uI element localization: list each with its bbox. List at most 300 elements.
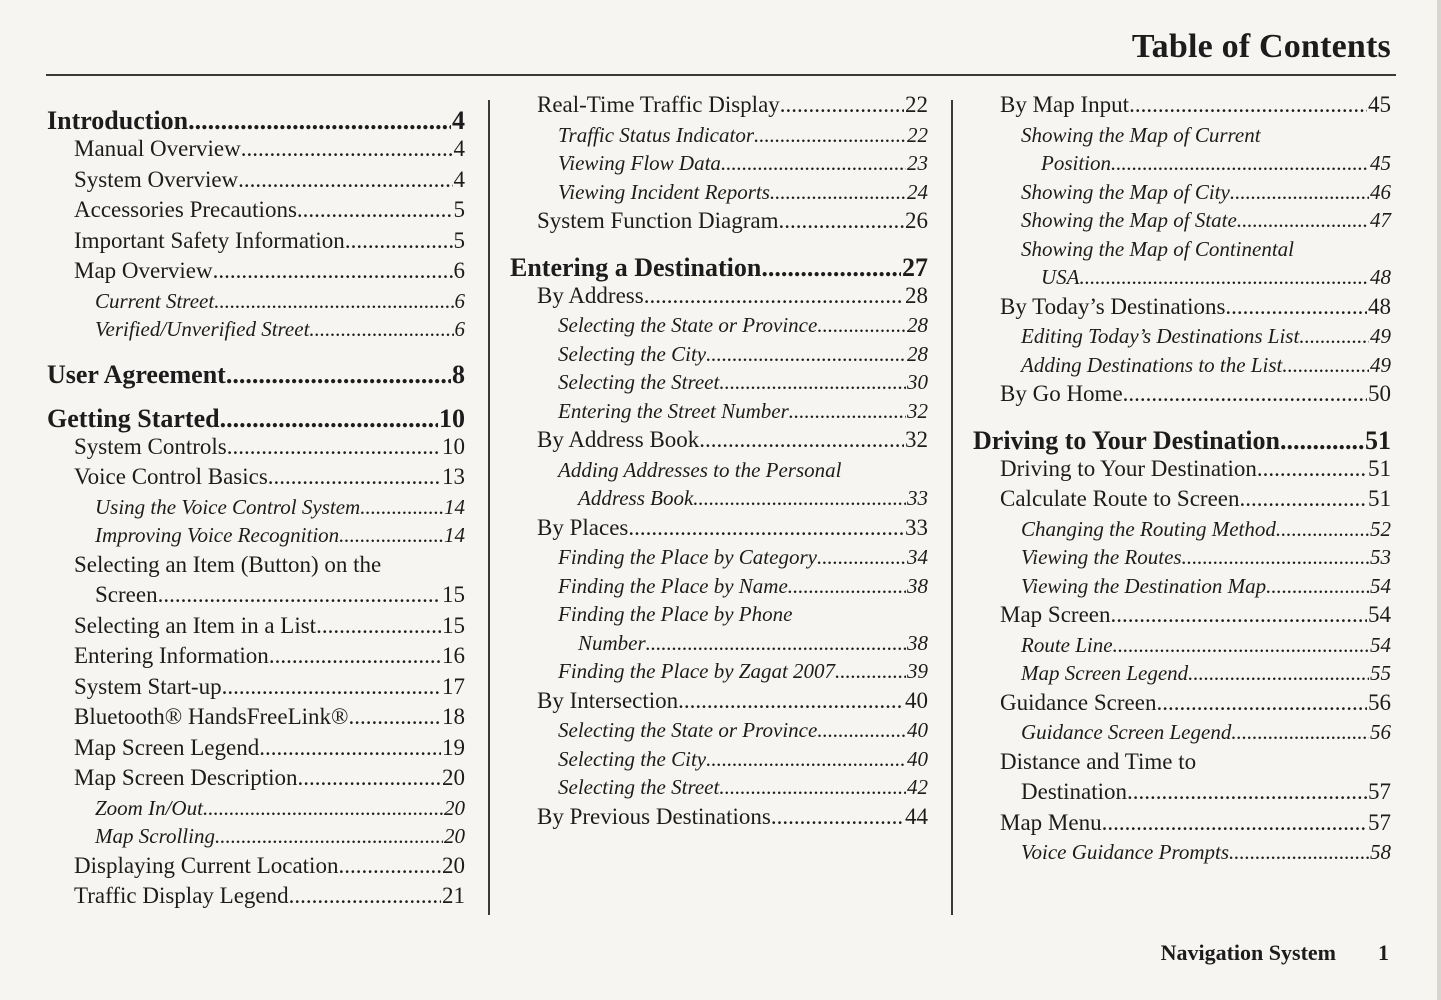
leader-dots	[706, 747, 906, 772]
column-divider	[488, 100, 490, 915]
toc-entry-label: Driving to Your Destination	[973, 425, 1280, 455]
leader-dots	[269, 643, 441, 669]
toc-page-number: 28	[905, 282, 928, 308]
toc-entry[interactable]	[47, 495, 465, 524]
leader-dots	[213, 258, 453, 284]
leader-dots	[1225, 294, 1367, 320]
toc-page-number: 58	[1370, 840, 1391, 864]
toc-page-number: 52	[1370, 516, 1391, 541]
toc-entry[interactable]	[973, 180, 1391, 209]
toc-section-heading[interactable]	[973, 412, 1391, 456]
toc-entry-label: Calculate Route to Screen	[1000, 486, 1240, 511]
toc-entry-label: Changing the Routing Method	[1021, 516, 1276, 541]
toc-entry-label: Map Screen Legend	[74, 734, 260, 760]
toc-entry[interactable]	[973, 517, 1391, 546]
leader-dots	[226, 360, 451, 390]
toc-page-number: 18	[442, 704, 465, 729]
leader-dots	[309, 317, 453, 342]
toc-entry[interactable]	[973, 810, 1391, 841]
toc-entry-label: Position	[1041, 151, 1112, 175]
toc-page-number: 17	[442, 673, 465, 699]
toc-page-number: 53	[1370, 545, 1391, 569]
toc-entry-label: Viewing Incident Reports	[558, 179, 770, 204]
toc-entry[interactable]	[510, 123, 928, 152]
toc-page-number: 56	[1370, 720, 1391, 744]
toc-entry[interactable]	[973, 208, 1391, 237]
toc-entry-label-line: Finding the Place by Phone	[558, 602, 793, 626]
leader-dots	[1188, 661, 1369, 686]
toc-page-number: 13	[442, 464, 465, 489]
toc-entry-label: By Map Input	[1000, 92, 1130, 117]
toc-entry-label: Traffic Display Legend	[74, 883, 289, 908]
leader-dots	[1276, 517, 1369, 542]
toc-entry-label-line: Showing the Map of Continental	[1021, 236, 1294, 261]
toc-entry-label: Entering the Street Number	[558, 398, 789, 423]
toc-page-number: 5	[453, 227, 465, 253]
toc-entry-label: By Previous Destinations	[537, 803, 771, 829]
toc-page-number: 14	[444, 523, 465, 547]
toc-page-number: 26	[905, 208, 928, 233]
toc-entry[interactable]	[973, 353, 1391, 382]
toc-entry[interactable]	[973, 602, 1391, 633]
header-rule	[46, 74, 1396, 76]
leader-dots	[817, 545, 906, 570]
leader-dots	[1127, 779, 1367, 805]
toc-entry-label: Map Scrolling	[95, 824, 215, 848]
toc-entry-label: Current Street	[95, 288, 215, 313]
toc-entry[interactable]	[973, 574, 1391, 603]
toc-entry-label: Traffic Status Indicator	[558, 122, 755, 147]
toc-page-number: 8	[452, 359, 465, 389]
leader-dots	[1229, 840, 1369, 865]
toc-entry[interactable]	[47, 796, 465, 825]
toc-entry-label-line: Selecting an Item (Button) on the	[74, 551, 382, 577]
leader-dots	[1123, 381, 1367, 407]
toc-entry-label: Showing the Map of State	[1021, 208, 1237, 232]
toc-entry[interactable]	[47, 704, 465, 735]
toc-entry[interactable]	[510, 427, 928, 458]
toc-entry-label: Entering a Destination	[510, 252, 762, 282]
leader-dots	[227, 434, 441, 460]
leader-dots	[693, 486, 906, 511]
toc-page-number: 22	[907, 122, 928, 147]
leader-dots	[1129, 92, 1367, 118]
leader-dots	[771, 804, 904, 830]
toc-entry[interactable]	[510, 747, 928, 776]
leader-dots	[778, 208, 904, 234]
toc-page-number: 45	[1370, 151, 1391, 175]
toc-entry-label: Selecting an Item in a List	[74, 612, 317, 638]
toc-entry-label: Map Screen Description	[74, 765, 298, 790]
toc-entry[interactable]	[47, 167, 465, 198]
toc-page-number: 19	[442, 734, 465, 760]
toc-page-number: 38	[907, 573, 928, 598]
leader-dots	[338, 853, 441, 879]
toc-entry[interactable]	[47, 136, 465, 167]
toc-entry[interactable]	[973, 720, 1391, 749]
leader-dots	[1102, 810, 1367, 836]
toc-entry[interactable]	[47, 289, 465, 318]
toc-entry-label: System Controls	[74, 433, 227, 459]
toc-entry-label: Using the Voice Control System	[95, 494, 361, 519]
toc-page-number: 34	[907, 545, 928, 569]
toc-entry[interactable]	[510, 208, 928, 239]
toc-entry[interactable]	[47, 434, 465, 465]
leader-dots	[158, 582, 441, 608]
toc-entry[interactable]	[973, 545, 1391, 574]
toc-page-number: 32	[905, 427, 928, 452]
toc-entry[interactable]	[973, 324, 1391, 353]
footer-page-number: 1	[1378, 940, 1389, 965]
toc-page-number: 45	[1368, 92, 1391, 117]
toc-page-number: 51	[1365, 425, 1391, 455]
toc-entry-label: Zoom In/Out	[95, 795, 203, 820]
toc-page-number: 56	[1368, 689, 1391, 715]
leader-dots	[268, 464, 441, 490]
toc-page-number: 50	[1368, 381, 1391, 406]
leader-dots	[220, 404, 438, 434]
leader-dots	[1266, 574, 1369, 599]
toc-entry-label: Showing the Map of City	[1021, 179, 1230, 204]
toc-section-heading[interactable]	[510, 239, 928, 283]
leader-dots	[817, 718, 906, 743]
toc-entry-label: System Overview	[74, 166, 239, 192]
toc-entry[interactable]	[973, 265, 1391, 294]
toc-page-number: 32	[907, 398, 928, 423]
toc-entry[interactable]	[973, 294, 1391, 325]
toc-entry[interactable]	[47, 258, 465, 289]
footer-section-title: Navigation System	[1160, 940, 1336, 965]
toc-page-number: 30	[907, 370, 928, 394]
toc-entry[interactable]	[510, 631, 928, 660]
toc-entry-label-line: Distance and Time to	[1000, 748, 1197, 774]
toc-entry-label: Route Line	[1021, 632, 1113, 657]
toc-entry[interactable]	[510, 775, 928, 804]
toc-entry[interactable]	[973, 381, 1391, 412]
toc-entry[interactable]	[510, 151, 928, 180]
toc-column-2	[510, 92, 928, 834]
leader-dots	[761, 253, 901, 283]
toc-entry-label: Selecting the State or Province	[558, 313, 818, 337]
toc-entry[interactable]	[510, 515, 928, 546]
toc-entry-label: Selecting the Street	[558, 775, 720, 799]
toc-entry[interactable]	[47, 228, 465, 259]
leader-dots	[835, 659, 906, 684]
toc-entry-label: By Address Book	[537, 427, 700, 452]
leader-dots	[719, 370, 906, 395]
leader-dots	[706, 342, 906, 367]
leader-dots	[289, 883, 441, 909]
toc-page-number: 39	[907, 659, 928, 683]
toc-entry-label: Finding the Place by Name	[558, 573, 788, 598]
leader-dots	[1257, 456, 1367, 482]
toc-page-number: 49	[1370, 352, 1391, 377]
toc-page-number: 48	[1370, 265, 1391, 289]
leader-dots	[215, 824, 443, 849]
toc-entry-label: Viewing Flow Data	[558, 151, 721, 175]
toc-page-number: 46	[1370, 179, 1391, 204]
leader-dots	[1080, 265, 1370, 290]
toc-entry[interactable]	[510, 399, 928, 428]
toc-entry-label: Destination	[1021, 779, 1128, 804]
leader-dots	[241, 136, 453, 162]
toc-entry[interactable]	[47, 643, 465, 674]
leader-dots	[678, 688, 904, 714]
toc-entry-label: Getting Started	[47, 403, 220, 433]
toc-entry-label: Entering Information	[74, 643, 269, 668]
leader-dots	[1231, 720, 1369, 745]
leader-dots	[719, 775, 906, 800]
toc-entry[interactable]	[47, 765, 465, 796]
toc-section-heading[interactable]	[47, 390, 465, 434]
toc-page-number: 28	[907, 313, 928, 337]
toc-entry[interactable]	[47, 197, 465, 228]
toc-page-number: 4	[452, 106, 465, 135]
toc-page-number: 28	[907, 341, 928, 366]
toc-page-number: 5	[453, 197, 465, 222]
toc-entry-label: Selecting the State or Province	[558, 718, 818, 742]
leader-dots	[222, 674, 441, 700]
toc-entry[interactable]	[47, 464, 465, 495]
toc-page-number: 16	[442, 643, 465, 668]
toc-entry[interactable]	[510, 718, 928, 747]
toc-entry[interactable]	[47, 824, 465, 853]
toc-entry[interactable]	[510, 574, 928, 603]
toc-entry-label: Introduction	[47, 106, 189, 135]
leader-dots	[754, 123, 906, 148]
toc-page-number: 54	[1370, 573, 1391, 598]
toc-page-number: 23	[907, 151, 928, 175]
toc-entry-label: Real-Time Traffic Display	[537, 92, 780, 117]
toc-page-number: 40	[907, 746, 928, 771]
toc-entry-label: Map Overview	[74, 258, 213, 283]
toc-section-heading[interactable]	[47, 346, 465, 390]
toc-entry-label: User Agreement	[47, 359, 226, 389]
toc-column-1	[47, 92, 465, 914]
toc-page-number: 21	[442, 883, 465, 908]
toc-page-number: 51	[1368, 486, 1391, 511]
leader-dots	[1240, 486, 1367, 512]
leader-dots	[1111, 151, 1369, 176]
toc-entry-label: Important Safety Information	[74, 227, 345, 253]
leader-dots	[1237, 208, 1369, 233]
toc-entry[interactable]	[973, 661, 1391, 690]
page-footer	[1161, 940, 1389, 966]
toc-entry-label: Finding the Place by Zagat 2007	[558, 659, 836, 683]
toc-page-number: 49	[1370, 324, 1391, 348]
toc-entry[interactable]	[47, 853, 465, 884]
leader-dots	[1111, 602, 1368, 628]
toc-page-number: 38	[907, 630, 928, 655]
toc-entry-label: Voice Control Basics	[74, 464, 268, 489]
toc-entry[interactable]	[510, 688, 928, 719]
toc-page-number: 54	[1368, 602, 1391, 627]
toc-entry-label: USA	[1041, 265, 1080, 289]
leader-dots	[316, 613, 441, 639]
leader-dots	[349, 704, 442, 730]
toc-page-number: 47	[1370, 208, 1391, 232]
toc-entry-label: Driving to Your Destination	[1000, 455, 1257, 481]
toc-page-number: 44	[905, 803, 928, 829]
toc-entry-label: Editing Today’s Destinations List	[1021, 324, 1300, 348]
leader-dots	[214, 289, 453, 314]
toc-entry[interactable]	[973, 840, 1391, 869]
leader-dots	[817, 313, 906, 338]
leader-dots	[259, 735, 441, 761]
toc-entry-label: By Today’s Destinations	[1000, 293, 1226, 319]
toc-entry-label: Improving Voice Recognition	[95, 523, 340, 547]
toc-entry[interactable]	[973, 633, 1391, 662]
toc-entry-label: Adding Destinations to the List	[1021, 352, 1283, 377]
leader-dots	[699, 427, 904, 453]
toc-entry-label: Number	[578, 630, 646, 655]
toc-entry-label: By Places	[537, 514, 629, 540]
toc-entry[interactable]	[510, 313, 928, 342]
toc-entry[interactable]	[510, 659, 928, 688]
toc-entry[interactable]	[510, 283, 928, 314]
toc-column-3	[973, 92, 1391, 869]
toc-entry-label: Selecting the City	[558, 341, 707, 366]
toc-page-number: 42	[907, 775, 928, 799]
leader-dots	[780, 92, 904, 118]
toc-entry[interactable]	[973, 779, 1391, 810]
leader-dots	[297, 197, 453, 223]
toc-page-number: 55	[1370, 661, 1391, 685]
toc-entry-label: Guidance Screen	[1000, 689, 1157, 715]
toc-entry-label: Selecting the City	[558, 746, 707, 771]
toc-page-number: 20	[444, 795, 465, 820]
leader-dots	[644, 283, 904, 309]
toc-entry-label: Verified/Unverified Street	[95, 317, 310, 341]
leader-dots	[238, 167, 452, 193]
toc-page-number: 40	[907, 718, 928, 742]
toc-entry[interactable]	[47, 317, 465, 346]
toc-entry-label: Viewing the Routes	[1021, 545, 1182, 569]
toc-page-number: 6	[454, 317, 465, 341]
toc-entry[interactable]	[47, 883, 465, 914]
toc-entry-label: Map Screen Legend	[1021, 661, 1189, 685]
toc-entry-label: Voice Guidance Prompts	[1021, 840, 1230, 864]
leader-dots	[345, 228, 453, 254]
toc-page-number: 33	[905, 514, 928, 540]
toc-entry[interactable]	[973, 92, 1391, 123]
toc-entry[interactable]	[510, 804, 928, 835]
toc-entry[interactable]	[973, 690, 1391, 721]
toc-page-number: 51	[1368, 455, 1391, 481]
toc-entry[interactable]	[510, 342, 928, 371]
toc-page-number: 24	[907, 179, 928, 204]
leader-dots	[1113, 633, 1369, 658]
toc-page-number: 20	[444, 824, 465, 848]
leader-dots	[628, 515, 904, 541]
toc-page-number: 54	[1370, 632, 1391, 657]
toc-entry-label: System Function Diagram	[537, 208, 779, 233]
toc-entry[interactable]	[47, 613, 465, 644]
toc-entry-label: Address Book	[578, 486, 694, 510]
toc-entry[interactable]	[47, 523, 465, 552]
toc-entry[interactable]	[510, 92, 928, 123]
toc-page-number: 14	[444, 494, 465, 519]
toc-entry-label: Selecting the Street	[558, 370, 720, 394]
toc-entry-label: Screen	[95, 582, 158, 607]
leader-dots	[646, 631, 906, 656]
toc-page-number: 6	[453, 258, 465, 283]
leader-dots	[788, 574, 906, 599]
toc-page-number: 15	[442, 582, 465, 607]
toc-page-number: 4	[453, 136, 465, 161]
toc-page-number: 33	[907, 486, 928, 510]
toc-entry[interactable]	[973, 151, 1391, 180]
toc-entry[interactable]	[973, 456, 1391, 487]
leader-dots	[770, 180, 906, 205]
column-divider	[951, 100, 953, 915]
toc-entry-label: Displaying Current Location	[74, 852, 339, 878]
toc-entry[interactable]	[510, 370, 928, 399]
toc-page-number: 10	[442, 433, 465, 459]
toc-entry[interactable]	[47, 735, 465, 766]
leader-dots	[1299, 324, 1369, 349]
toc-entry-label: System Start-up	[74, 673, 222, 699]
leader-dots	[360, 495, 443, 520]
toc-page-number: 20	[442, 852, 465, 878]
toc-page-number: 20	[442, 765, 465, 790]
toc-entry[interactable]	[47, 582, 465, 613]
toc-entry[interactable]	[510, 180, 928, 209]
toc-page-number: 48	[1368, 293, 1391, 319]
toc-entry-label: Guidance Screen Legend	[1021, 720, 1232, 744]
toc-entry-label: Bluetooth® HandsFreeLink®	[74, 704, 349, 729]
leader-dots	[1156, 690, 1367, 716]
leader-dots	[1280, 426, 1364, 456]
toc-entry-label: Map Screen	[1000, 602, 1111, 627]
toc-page-number: 10	[439, 403, 465, 433]
leader-dots	[721, 151, 906, 176]
toc-entry-label: By Intersection	[537, 687, 679, 713]
toc-entry-label: Finding the Place by Category	[558, 545, 817, 569]
toc-entry-label-line: Adding Addresses to the Personal	[558, 457, 842, 482]
toc-entry-label: By Go Home	[1000, 381, 1123, 406]
leader-dots	[1230, 180, 1369, 205]
toc-entry-label: By Address	[537, 282, 644, 308]
leader-dots	[188, 106, 451, 136]
leader-dots	[1182, 545, 1369, 570]
toc-page-number: 22	[905, 92, 928, 117]
toc-page-number: 4	[453, 166, 465, 192]
toc-page-number: 57	[1368, 809, 1391, 835]
leader-dots	[298, 765, 441, 791]
toc-entry[interactable]	[510, 545, 928, 574]
toc-page-number: 57	[1368, 779, 1391, 804]
toc-entry-label: Manual Overview	[74, 136, 241, 161]
leader-dots	[1282, 353, 1369, 378]
toc-entry-label: Viewing the Destination Map	[1021, 573, 1267, 598]
toc-section-heading[interactable]	[47, 92, 465, 136]
leader-dots	[789, 399, 906, 424]
toc-entry-label: Accessories Precautions	[74, 197, 297, 222]
toc-page-number: 27	[902, 252, 928, 282]
toc-entry-label-line: Showing the Map of Current	[1021, 122, 1261, 147]
leader-dots	[203, 796, 443, 821]
toc-entry-label: Map Menu	[1000, 809, 1102, 835]
toc-page-number: 15	[442, 612, 465, 638]
toc-entry[interactable]	[973, 486, 1391, 517]
toc-page-number: 40	[905, 687, 928, 713]
page-title: Table of Contents	[1131, 28, 1391, 65]
toc-entry[interactable]	[47, 674, 465, 705]
leader-dots	[339, 523, 443, 548]
toc-page-number: 6	[454, 288, 465, 313]
toc-entry[interactable]	[510, 486, 928, 515]
